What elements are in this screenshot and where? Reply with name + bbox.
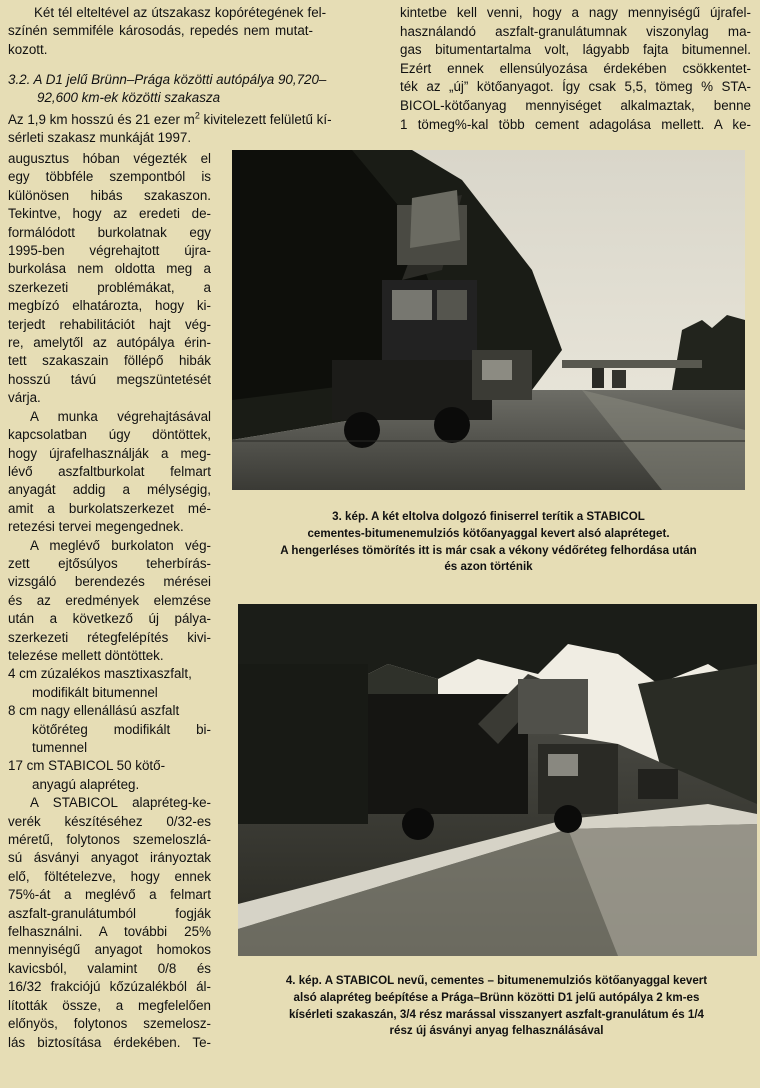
text-line — [8, 111, 360, 129]
text-line: BICOL-kötőanyag mennyiséget alkalmaztak, benne — [400, 97, 751, 113]
text-line: aszfalt-granulátumból fogják — [8, 905, 211, 921]
caption-line: és azon történik — [444, 560, 533, 574]
text-line: 1995-ben végrehajtott újra- — [8, 243, 211, 259]
text-line: anyagát addig a mélységig, — [8, 482, 211, 498]
caption-line: cementes-bitumenemulziós kötőanyaggal kevert alsó alapréteget. — [307, 526, 670, 540]
text-line: elő, föltételezve, hogy ennek — [8, 868, 211, 884]
text-line: 17 cm STABICOL 50 kötő- — [8, 758, 166, 774]
text-line: amit a burkolatszerkezet mé- — [8, 500, 211, 516]
right-column-text — [400, 4, 751, 134]
text-line: előnyös, folytonos szemelosz- — [8, 1016, 211, 1032]
text-line: sérleti szakasz munkáját 1997. — [8, 130, 192, 146]
text-line: kintetbe kell venni, hogy a nagy mennyiségű újrafel- — [400, 5, 751, 20]
text-line: 8 cm nagy ellenállású aszfalt — [8, 703, 180, 719]
text-line: tett szakaszain föllépő hibák — [8, 353, 211, 369]
heading-line: 92,600 km-ek közötti szakasza — [37, 90, 221, 106]
caption-line: kísérleti szakaszán, 3/4 rész marással visszanyert aszfalt-granulátum és 1/4 — [288, 1007, 705, 1021]
intro-paragraph — [8, 4, 358, 59]
text-line: terjedt rehabilitációt hajt vég- — [8, 316, 211, 332]
text-line: telezése mellett döntöttek. — [8, 647, 164, 663]
text-line: várja. — [8, 390, 41, 406]
photo-3-paving-trucks — [232, 150, 745, 490]
text-line: kötőréteg modifikált bi- — [32, 721, 211, 737]
text-line: tumennel — [32, 740, 88, 755]
text-line: augusztus hóban végezték el — [8, 151, 211, 166]
text-line: kozott. — [8, 41, 48, 57]
text-line: lították össze, a megfelelően — [8, 997, 211, 1013]
text-line: hogy újrafelhasználják a meg- — [8, 445, 211, 461]
caption-line: A hengerléses tömörítés itt is már csak a vékony védőréteg felhordása után — [280, 543, 697, 557]
text-line: retezési tervei megengednek. — [8, 519, 184, 535]
text-line: lás biztosítása érdekében. Te- — [8, 1034, 211, 1050]
text-line: verék készítéséhez 0/32-es — [8, 813, 211, 829]
text-line: 16/32 frakciójú kőzúzalékból ál- — [8, 979, 211, 995]
text-line: kavicsból, valamint 0/8 és — [8, 960, 211, 976]
text-line: különösen hibás szakaszon. — [8, 187, 211, 203]
photo-4-caption — [236, 973, 757, 1040]
left-column-text — [8, 150, 211, 1052]
heading-line: 3.2. A D1 jelű Brünn–Prága közötti autópálya 90,720– — [8, 72, 327, 87]
text-line: Tekintve, hogy az eredeti de- — [8, 206, 211, 222]
text-line: használandó aszfalt-granulátumnak viszonylag ma- — [400, 23, 751, 39]
text-line: szerkezeti rétegfelépítés kivi- — [8, 629, 211, 645]
text-line: A STABICOL alapréteg-ke- — [30, 795, 211, 811]
text-line: lévő aszfaltburkolat felmart — [8, 463, 211, 479]
text-line: kapcsolatban úgy döntöttek, — [8, 427, 211, 443]
text-line: A meglévő burkolaton vég- — [30, 537, 211, 553]
caption-line: 4. kép. A STABICOL nevű, cementes – bitumenemulziós kötőanyaggal kevert — [285, 974, 708, 987]
text-line: sú ásványi anyagot irányoztak — [8, 850, 211, 866]
text-line: után a következő új pálya- — [8, 611, 211, 627]
text-line: re, amelytől az autópálya érin- — [8, 335, 211, 351]
photo-3-caption — [232, 509, 745, 576]
text-fragment: Az 1,9 km hosszú és 21 ezer m — [8, 112, 195, 127]
text-line: színén semmiféle károsodás, repedés nem mutat- — [8, 23, 313, 39]
text-line: anyagú alapréteg. — [32, 776, 140, 792]
photo-3-illustration — [232, 150, 745, 490]
photo-4-paving-base-layer — [238, 604, 757, 956]
text-line: egy többféle szempontból is — [8, 169, 211, 185]
caption-line: 3. kép. A két eltolva dolgozó finiserrel terítik a STABICOL — [332, 510, 645, 523]
text-line: ték az „új” kötőanyagot. Így csak 5,5, tömeg % STA- — [400, 79, 751, 95]
text-line: zett ejtősúlyos teherbírás- — [8, 555, 211, 571]
text-line: A munka végrehajtásával — [30, 408, 211, 424]
section-intro — [8, 111, 360, 148]
text-line: mennyiségű anyagot homokos — [8, 942, 211, 958]
text-line: Két tél elteltével az útszakasz kopórétegének fel- — [34, 5, 327, 20]
text-line: 1 tömeg%-kal több cement adagolása mellett. A ke- — [400, 116, 751, 132]
text-fragment: kivitelezett felületű kí- — [199, 112, 332, 127]
text-line: méretű, folytonos szemeloszlá- — [8, 832, 211, 848]
text-line: 4 cm zúzalékos masztixaszfalt, — [8, 666, 192, 682]
text-line: hosszú távú megszüntetését — [8, 371, 211, 387]
text-line: vizsgáló berendezés mérései — [8, 574, 211, 590]
text-line: 75%-át a meglévő a felmart — [8, 887, 211, 903]
text-line: Ezért ennek ellensúlyozása érdekében csökkentet- — [400, 60, 751, 76]
text-line: burkolása nem oldotta meg a — [8, 261, 211, 277]
caption-line: alsó alapréteg beépítése a Prága–Brünn közötti D1 jelű autópálya 2 km-es — [293, 990, 700, 1004]
text-line: formálódott burkolatnak egy — [8, 224, 211, 240]
text-line: gas bitumentartalma volt, lágyabb fajta bitumennel. — [400, 42, 751, 58]
text-line: szerkezeti problémákat, a — [8, 279, 211, 295]
text-line: megbízó elhatározta, hogy ki- — [8, 298, 211, 314]
text-line: modifikált bitumennel — [32, 684, 158, 700]
superscript: 2 — [194, 110, 200, 121]
text-line: és az eredmények elemzése — [8, 592, 211, 608]
photo-4-illustration — [238, 604, 757, 956]
section-heading — [8, 71, 360, 108]
caption-line: rész új ásványi anyag felhasználásával — [389, 1024, 604, 1038]
text-line: felhasználni. A további 25% — [8, 924, 211, 940]
